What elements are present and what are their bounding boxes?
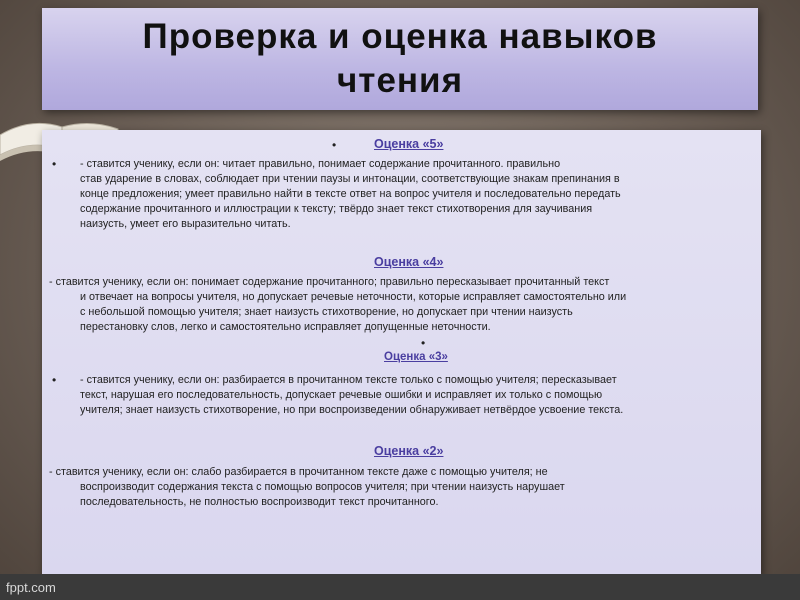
slide-title: Проверка и оценка навыков чтения	[142, 17, 658, 100]
grade4-line-1: - ставится ученику, если он: понимает содержание прочитанного; правильно пересказывает прочитанный текст	[49, 276, 610, 288]
grade4-line-4: перестановку слов, легко и самостоятельно исправляет допущенные неточности.	[80, 321, 491, 333]
grade5-line-3: конце предложения; умеет правильно найти в тексте ответ на вопрос учителя и последовательно передать	[80, 188, 621, 200]
grade2-line-1: - ставится ученику, если он: слабо разбирается в прочитанном тексте даже с помощью учителя; не	[49, 466, 548, 478]
grade3-line-1: - ставится ученику, если он: разбирается в прочитанном тексте только с помощью учителя; пересказывает	[80, 374, 617, 386]
grade5-line-1: - ставится ученику, если он: читает правильно, понимает содержание прочитанного. правильно	[80, 158, 561, 170]
footer-logo-text: fppt.com	[6, 580, 56, 595]
grade2-heading: Оценка «2»	[374, 444, 444, 458]
title-box	[42, 8, 758, 110]
bullet: •	[52, 157, 57, 171]
grade4-line-2: и отвечает на вопросы учителя, но допускает речевые неточности, которые исправляет самостоятельно или	[80, 291, 627, 303]
grade5-line-4: содержание прочитанного и иллюстрации к тексту; твёрдо знает текст стихотворения для заучивания	[80, 203, 593, 215]
grade3-line-3: учителя; знает наизусть стихотворение, но при воспроизведении обнаруживает нетвёрдое усвоение текста.	[80, 404, 624, 416]
grade5-line-2: став ударение в словах, соблюдает при чтении паузы и интонации, соответствующие знакам препинания в	[80, 173, 620, 185]
bullet: •	[421, 336, 426, 350]
bullet: •	[332, 138, 337, 152]
grade3-heading: Оценка «3»	[384, 351, 448, 363]
bullet: •	[52, 373, 57, 387]
grade3-line-2: текст, нарушая его последовательность, допускает речевые ошибки и исправляет их только с помощью	[80, 389, 603, 401]
content-box	[42, 130, 761, 575]
footer-bar	[0, 574, 800, 600]
grade4-heading: Оценка «4»	[374, 255, 444, 269]
grade5-heading: Оценка «5»	[374, 137, 444, 151]
grade2-line-2: воспроизводит содержания текста с помощью вопросов учителя; при чтении наизусть нарушает	[80, 481, 565, 493]
grade5-line-5: наизусть, умеет его выразительно читать.	[80, 218, 291, 230]
grade2-line-3: последовательность, не полностью воспроизводит текст прочитанного.	[80, 496, 439, 508]
grade4-line-3: с небольшой помощью учителя; знает наизусть стихотворение, но допускает при чтении наизусть	[80, 306, 573, 318]
